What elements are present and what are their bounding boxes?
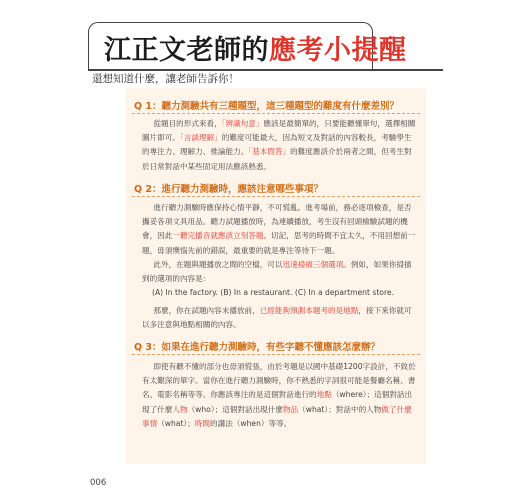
page-number: 006 [90,478,107,488]
q3-heading: Q 3：如果在進行聽力測驗時，有些字聽不懂應該怎麼辦？ [134,342,380,353]
highlighted-text: 「辨識句意」 [221,119,264,128]
body-text: 應該是最簡單的，只要能聽懂單句，選擇相關圖片即可。 [142,119,416,143]
highlighted-text: 做了什麼事情 [142,404,412,428]
body-text: 那麼，你在試題內容未播放前， [153,306,260,315]
body-text: ，接下來你就可以多注意與地點相關的內容。 [142,306,412,330]
body-text: 的難度應該介於兩者之間，但考生對於日常對話中某些固定用法應該熟悉。 [142,147,412,171]
highlighted-text: 物品 [282,404,299,414]
q1-divider [132,113,420,114]
highlighted-text: 「言談理解」 [179,133,222,143]
body-text: 此外，在題與題播放之間的空檔，可以 [153,260,283,269]
body-text: 。例如，如果你掃描到的選項的內容是： [142,260,412,284]
q2-paragraph-3 [142,304,416,332]
q2-paragraph-1 [142,201,416,258]
q2-example-options: (A) In the factory. (B) In a restaurant. (C) In a department store. [152,288,394,297]
body-text: 即使有聽不懂的部分也毋須慌張，由於考題是以國中基礎1200字設計，不致於有太艱深的單字。當你在進行聽力測驗時，你不熟悉的字詞很可能是餐廳名稱、書名、電影名稱等等。你應該專注的是這個對話進行的 [142,362,416,400]
body-text: 。切記，思考的時間不宜太久，不用回想前一題，毋須懊惱先前的錯誤，最重要的就是專注等待下一題。 [142,231,416,255]
highlighted-text: 一聽完播音就應該立刻答題 [172,231,264,241]
highlighted-text: 已經能夠預測本題考的是地點 [259,306,359,315]
body-text: （where）；這個對話出現了什麼 [142,390,413,414]
subtitle: 還想知道什麼，讓老師告訴你！ [92,73,239,85]
q3-paragraph [142,360,416,431]
body-text: （what）；對話中的人物 [298,404,382,414]
body-text: 進行聽力測驗時應保持心情平靜，不可慌亂。進考場前，務必逐項檢查，是否攜妥各項文具用品。聽力試題播放時，為連續播放，考生沒有回頭檢驗試題的機會，因此 [142,203,412,241]
page-title [104,28,407,67]
highlighted-text: 時間 [194,418,211,428]
q2-divider [132,196,420,197]
body-text: 從題目的形式來看， [153,119,222,128]
q1-heading: Q 1：聽力測驗共有三種題型，這三種題型的難度有什麼差別？ [134,101,399,112]
body-text: （what）； [157,418,195,428]
body-text: （who）；這個對話出現什麼 [187,404,283,414]
q3-divider [132,354,420,355]
body-text: 的講法（when）等等。 [210,418,292,428]
q2-heading: Q 2：進行聽力測驗時，應該注意哪些事項？ [134,184,323,195]
q1-paragraph [142,117,416,174]
highlighted-text: 「基本問答」 [248,147,291,157]
title-black-part: 江正文老師的 [104,35,269,66]
q2-paragraph-2 [142,258,416,286]
highlighted-text: 人物 [172,404,188,414]
body-text: 的難度可能最大，因為短文及對話的內容較長，考驗學生的專注力、理解力、推論能力。 [142,133,412,157]
highlighted-text: 迅速掃描三個選項 [282,260,344,269]
highlighted-text: 地點 [316,390,332,400]
title-red-part: 應考小提醒 [269,35,407,66]
